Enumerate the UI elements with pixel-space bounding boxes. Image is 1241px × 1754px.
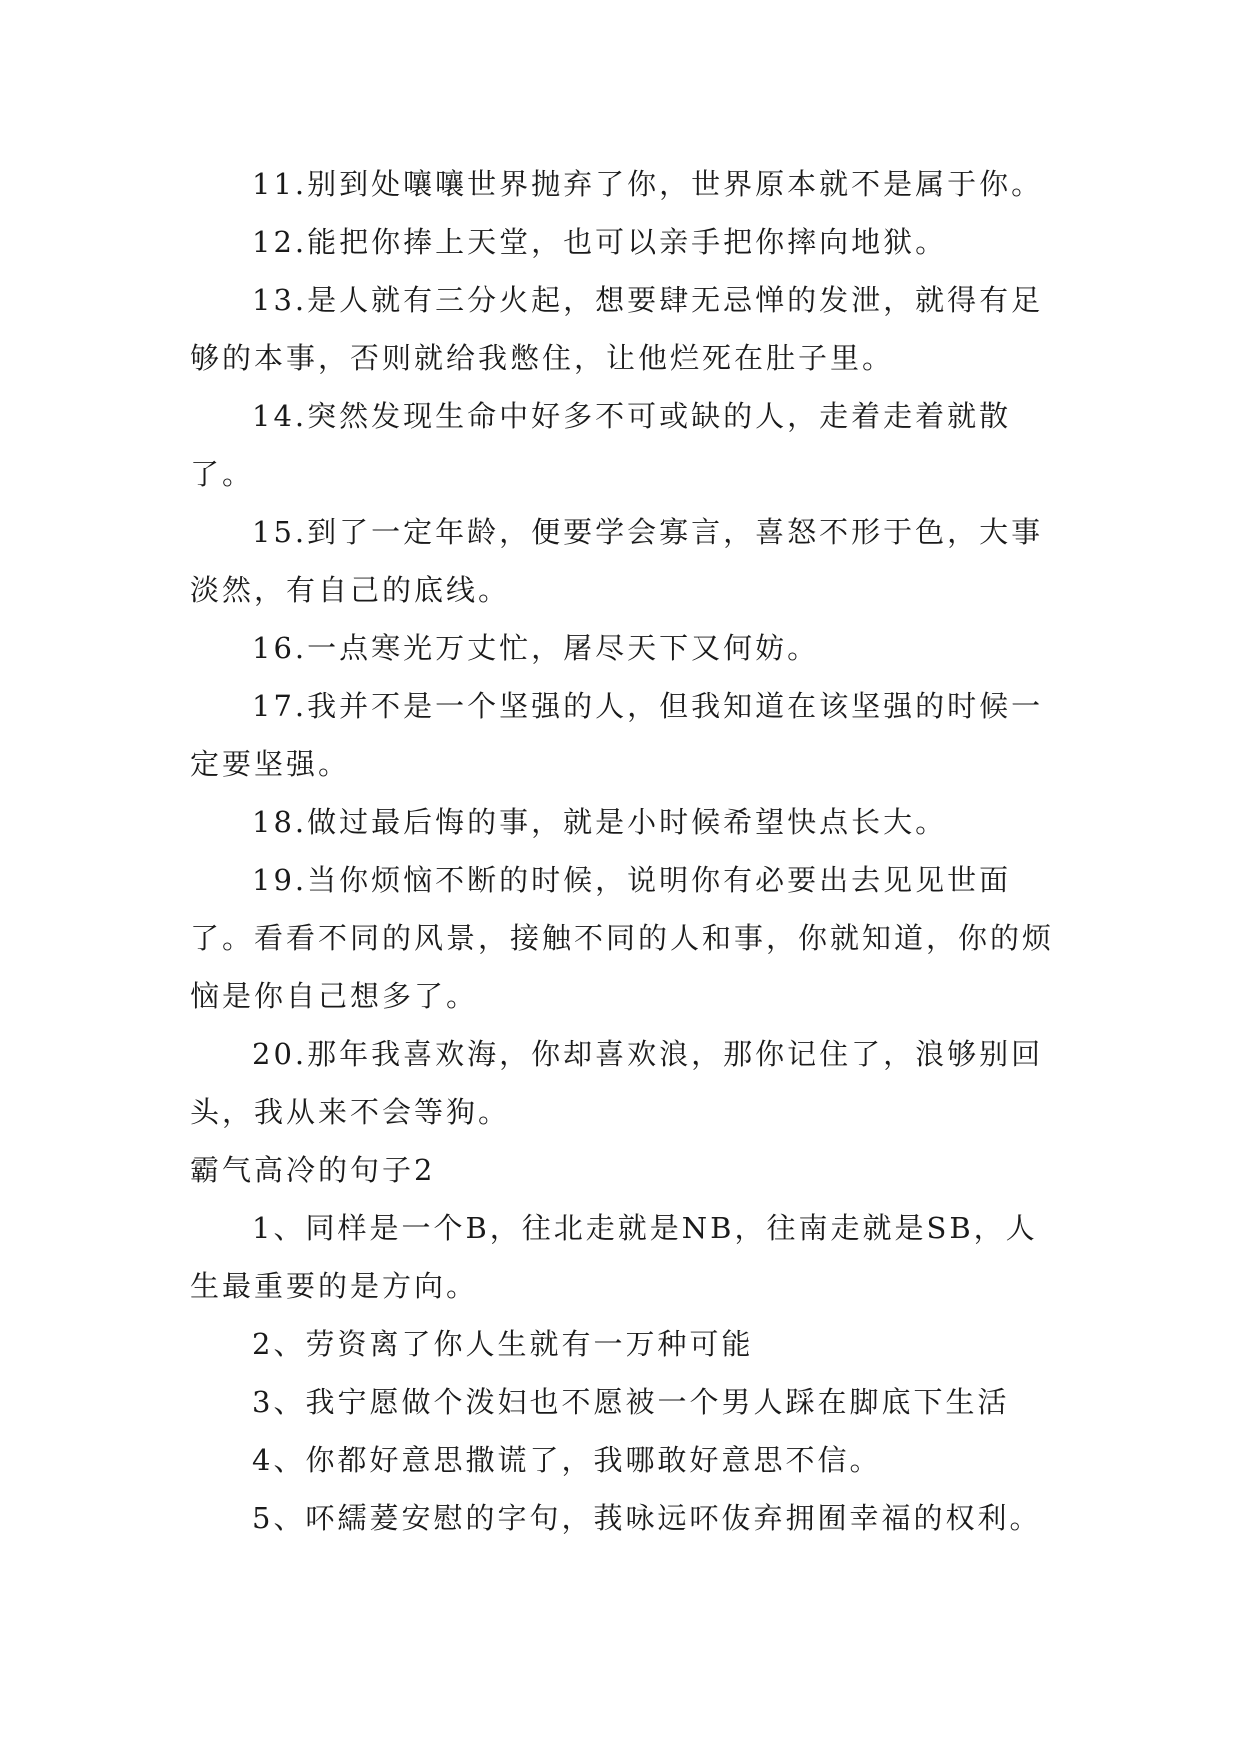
document-body bbox=[190, 155, 1060, 1547]
section-heading: 霸气高冷的句子2 bbox=[190, 1153, 436, 1187]
paragraph-19: 19.当你烦恼不断的时候，说明你有必要出去见见世面了。看看不同的风景，接触不同的人和事，你就知道，你的烦恼是你自己想多了。 bbox=[190, 863, 1055, 1013]
paragraph-12: 12.能把你捧上天堂，也可以亲手把你摔向地狱。 bbox=[252, 225, 948, 259]
paragraph-20: 20.那年我喜欢海，你却喜欢浪，那你记住了，浪够别回头，我从来不会等狗。 bbox=[190, 1037, 1044, 1129]
paragraph-15: 15.到了一定年龄，便要学会寡言，喜怒不形于色，大事淡然，有自己的底线。 bbox=[190, 515, 1044, 607]
paragraph-18: 18.做过最后悔的事，就是小时候希望快点长大。 bbox=[252, 805, 948, 839]
paragraph-16: 16.一点寒光万丈忙，屠尽天下又何妨。 bbox=[252, 631, 820, 665]
paragraph-s2-5: 5、吥繻萲安慰的字句，莪咏远吥伖弃拥囿幸福的权利。 bbox=[252, 1501, 1042, 1535]
paragraph-14: 14.突然发现生命中好多不可或缺的人，走着走着就散了。 bbox=[190, 399, 1012, 491]
paragraph-s2-1: 1、同样是一个B，往北走就是NB，往南走就是SB，人生最重要的是方向。 bbox=[190, 1211, 1038, 1303]
paragraph-13: 13.是人就有三分火起，想要肆无忌惮的发泄，就得有足够的本事，否则就给我憋住，让他烂死在肚子里。 bbox=[190, 283, 1044, 375]
paragraph-s2-2: 2、劳资离了你人生就有一万种可能 bbox=[252, 1327, 754, 1361]
paragraph-17: 17.我并不是一个坚强的人，但我知道在该坚强的时候一定要坚强。 bbox=[190, 689, 1044, 781]
paragraph-s2-4: 4、你都好意思撒谎了，我哪敢好意思不信。 bbox=[252, 1443, 882, 1477]
paragraph-s2-3: 3、我宁愿做个泼妇也不愿被一个男人踩在脚底下生活 bbox=[252, 1385, 1010, 1419]
paragraph-11: 11.别到处嚷嚷世界抛弃了你，世界原本就不是属于你。 bbox=[252, 167, 1044, 201]
